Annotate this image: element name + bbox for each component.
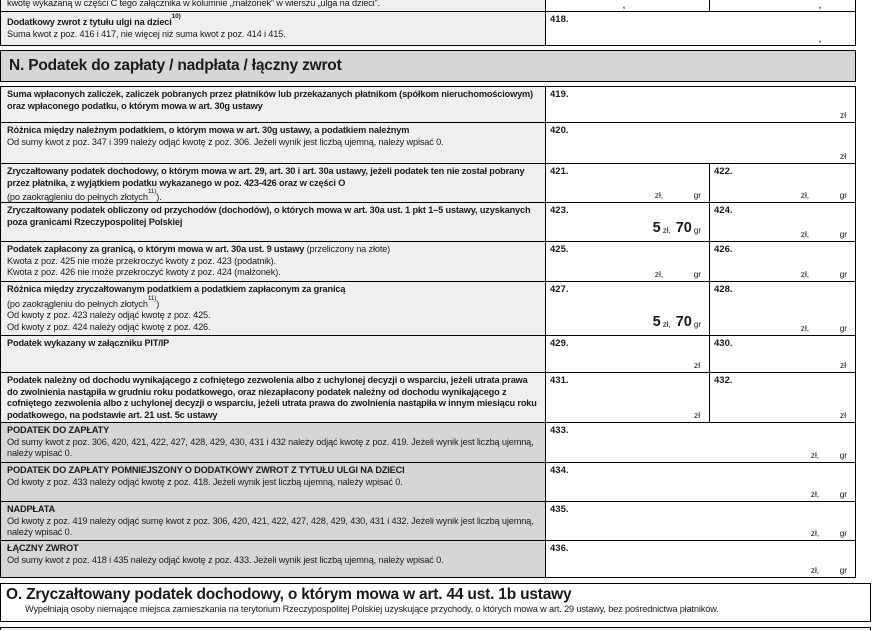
row-427-desc2: Od kwoty z poz. 424 należy odjąć kwotę z poz. 426. bbox=[7, 321, 211, 332]
box-number-423: 423. bbox=[550, 205, 569, 216]
input-box-427[interactable] bbox=[545, 282, 709, 335]
row-434 bbox=[1, 463, 855, 502]
field-value-427: 5 zł, 70 gr bbox=[652, 314, 701, 330]
unit-zl: zł bbox=[694, 360, 700, 370]
row-423-424 bbox=[1, 203, 855, 242]
input-box-418[interactable] bbox=[545, 12, 855, 45]
unit-zl: zł, bbox=[800, 190, 809, 200]
unit-zl: zł, bbox=[654, 269, 663, 279]
decimal-comma: , bbox=[622, 0, 625, 10]
box-number-432: 432. bbox=[714, 375, 733, 386]
next-row-partial bbox=[0, 627, 871, 630]
row-429-430 bbox=[1, 336, 855, 373]
footnote-ref: 10) bbox=[171, 13, 181, 20]
row-427-title: Różnica między zryczałtowanym podatkiem a podatkiem zapłaconym za granicą bbox=[7, 284, 346, 294]
unit-zl: zł bbox=[840, 151, 846, 161]
row-429-label bbox=[1, 336, 545, 372]
carryover-row bbox=[1, 0, 855, 12]
box-number-436: 436. bbox=[550, 543, 569, 554]
row-434-label bbox=[1, 463, 545, 501]
unit-gr: gr bbox=[839, 450, 847, 460]
field-value-423: 5 zł, 70 gr bbox=[652, 220, 701, 236]
section-n-header bbox=[0, 50, 856, 82]
input-box-425[interactable] bbox=[545, 242, 709, 281]
row-434-desc: Od kwoty z poz. 433 należy odjąć kwotę z poz. 418. Jeżeli wynik jest liczbą ujemną, należy wpisać 0. bbox=[7, 476, 403, 487]
box-number-426: 426. bbox=[714, 244, 733, 255]
row-433-desc: Od sumy kwot z poz. 306, 420, 421, 422, 427, 428, 429, 430, 431 i 432 należy odjąć kwotę z poz. 419. Jeżeli wynik jest liczbą ujemną, należy wpisać 0. bbox=[7, 436, 534, 458]
row-423-label bbox=[1, 203, 545, 241]
box-number-421: 421. bbox=[550, 166, 569, 177]
unit-gr: gr bbox=[839, 229, 847, 239]
row-418 bbox=[1, 12, 855, 46]
row-419-label bbox=[1, 87, 545, 122]
row-425-desc2: Kwota z poz. 426 nie może przekroczyć kwoty z poz. 424 (małżonek). bbox=[7, 267, 281, 277]
unit-gr: gr bbox=[839, 269, 847, 279]
box-number-434: 434. bbox=[550, 465, 569, 476]
unit-zl: zł, bbox=[800, 229, 809, 239]
row-431-label bbox=[1, 373, 545, 422]
row-420-desc: Od sumy kwot z poz. 347 i 399 należy odjąć kwotę z poz. 306. Jeżeli wynik jest liczbą ujemną, należy wpisać 0. bbox=[7, 136, 444, 147]
box-number-428: 428. bbox=[714, 284, 733, 295]
box-number-419: 419. bbox=[550, 89, 569, 100]
row-431-title: Podatek należny od dochodu wynikającego z cofniętego zezwolenia albo z uchylonej decyzji o wsparciu, jeżeli utrata prawa do zwolnienia nastąpiła w grudniu roku podatkowego, oraz niezapłacony podatek należny od dochodu wynikającego z cofniętego zezwolenia albo z uchylonej decyzji o wsparciu, jeżeli utrata prawa do zwolnienia nastąpiła w innym miesiącu roku podatkowego, na podstawie art. 21 ust. 5c ustawy bbox=[7, 375, 537, 420]
decimal-comma: , bbox=[818, 34, 821, 44]
row-427-desc1: Od kwoty z poz. 423 należy odjąć kwotę z poz. 425. bbox=[7, 310, 211, 321]
row-421-desc: (po zaokrągleniu do pełnych złotych$^{11)}$). bbox=[7, 188, 162, 202]
row-420-label bbox=[1, 123, 545, 163]
decimal-comma: , bbox=[818, 0, 821, 10]
row-425-title: Podatek zapłacony za granicą, o którym mowa w art. 30a ust. 9 ustawy (przeliczony na złote) bbox=[7, 244, 391, 254]
row-427-label bbox=[1, 282, 545, 335]
unit-zl: zł, bbox=[800, 323, 809, 333]
row-436-desc: Od sumy kwot z poz. 418 i 435 należy odjąć kwotę z poz. 433. Jeżeli wynik jest liczbą ujemną, należy wpisać 0. bbox=[7, 554, 444, 565]
unit-zl: zł, bbox=[810, 489, 819, 499]
box-number-429: 429. bbox=[550, 338, 569, 349]
input-box-429[interactable] bbox=[545, 336, 709, 372]
carryover-text: kwotę wykazaną w części C tego załącznika w kolumnie „małżonek” w wierszu „ulga na dzieci”. bbox=[7, 0, 380, 8]
row-436-label bbox=[1, 541, 545, 577]
unit-gr: gr bbox=[839, 190, 847, 200]
section-o-subtitle: Wypełniają osoby niemające miejsca zamieszkania na terytorium Rzeczypospolitej Polskiej uzyskujące przychody, o których mowa w art. 29 ustawy, bez pośrednictwa płatników. bbox=[25, 604, 719, 614]
input-box-434[interactable] bbox=[545, 463, 855, 501]
row-425-desc1: Kwota z poz. 425 nie może przekroczyć kwoty z poz. 423 (podatnik). bbox=[7, 255, 276, 266]
input-box-435[interactable] bbox=[545, 502, 855, 540]
input-box-430[interactable] bbox=[709, 336, 855, 372]
input-box-433[interactable] bbox=[545, 423, 855, 462]
unit-zl: zł bbox=[840, 360, 846, 370]
row-433-label bbox=[1, 423, 545, 462]
unit-gr: gr bbox=[839, 565, 847, 575]
box-number-425: 425. bbox=[550, 244, 569, 255]
row-431-432 bbox=[1, 373, 855, 423]
row-435 bbox=[1, 502, 855, 541]
row-425-label bbox=[1, 242, 545, 281]
unit-zl: zł, bbox=[810, 565, 819, 575]
input-box-424[interactable] bbox=[709, 203, 855, 241]
row-429-title: Podatek wykazany w załączniku PIT/IP bbox=[7, 338, 170, 348]
unit-gr: gr bbox=[693, 269, 701, 279]
input-box-431[interactable] bbox=[545, 373, 709, 422]
unit-gr: gr bbox=[839, 323, 847, 333]
unit-zl: zł bbox=[694, 410, 700, 420]
row-418-label bbox=[1, 12, 545, 45]
section-n-title: N. Podatek do zapłaty / nadpłata / łączny zwrot bbox=[9, 57, 342, 74]
row-420 bbox=[1, 123, 855, 164]
footnote-ref: 11) bbox=[147, 294, 157, 302]
row-418-desc: Suma kwot z poz. 416 i 417, nie więcej niż suma kwot z poz. 414 i 415. bbox=[7, 28, 286, 39]
row-436 bbox=[1, 541, 855, 578]
carryover-text-cell bbox=[1, 0, 545, 11]
row-421-label bbox=[1, 164, 545, 202]
row-419-title: Suma wpłaconych zaliczek, zaliczek pobranych przez płatników lub przekazanych płatnikom (spółkom nieruchomościowym) oraz wpłaconego podatku, o którym mowa w art. 30g ustawy bbox=[7, 89, 533, 111]
box-number-424: 424. bbox=[714, 205, 733, 216]
unit-zl: zł, bbox=[810, 450, 819, 460]
unit-gr: gr bbox=[693, 190, 701, 200]
unit-zl: zł, bbox=[654, 190, 663, 200]
box-number-431: 431. bbox=[550, 375, 569, 386]
input-box-420[interactable] bbox=[545, 123, 855, 163]
row-421-title: Zryczałtowany podatek dochodowy, o którym mowa w art. 29, art. 30 i art. 30a ustawy, jeżeli podatek ten nie został pobrany przez płatnika, z wyjątkiem podatku wykazanego w poz. 423-426 oraz w części O bbox=[7, 166, 525, 188]
box-number-420: 420. bbox=[550, 125, 569, 136]
input-box-432[interactable] bbox=[709, 373, 855, 422]
input-box-423[interactable] bbox=[545, 203, 709, 241]
input-box-417-carry[interactable] bbox=[709, 0, 855, 11]
row-435-desc: Od kwoty z poz. 419 należy odjąć sumę kwot z poz. 306, 420, 421, 422, 427, 428, 429, 430, 431 i 432. Jeżeli wynik jest liczbą ujemną, należy wpisać 0. bbox=[7, 515, 534, 537]
row-420-title: Różnica między należnym podatkiem, o którym mowa w art. 30g ustawy, a podatkiem należnym bbox=[7, 125, 410, 135]
row-433 bbox=[1, 423, 855, 463]
row-433-title: PODATEK DO ZAPŁATY bbox=[7, 425, 110, 435]
row-427-428 bbox=[1, 282, 855, 336]
row-421-422 bbox=[1, 164, 855, 203]
row-434-title: PODATEK DO ZAPŁATY POMNIEJSZONY O DODATKOWY ZWROT Z TYTUŁU ULGI NA DZIECI bbox=[7, 465, 405, 475]
row-435-title: NADPŁATA bbox=[7, 504, 55, 514]
unit-zl: zł, bbox=[800, 269, 809, 279]
input-box-416-carry[interactable] bbox=[545, 0, 709, 11]
row-425-426 bbox=[1, 242, 855, 282]
unit-zl: zł bbox=[840, 110, 846, 120]
unit-gr: gr bbox=[839, 489, 847, 499]
box-number-430: 430. bbox=[714, 338, 733, 349]
row-418-title: Dodatkowy zwrot z tytułu ulgi na dzieci$^{10)}$ bbox=[7, 13, 181, 28]
unit-zl: zł bbox=[840, 410, 846, 420]
box-number-418: 418. bbox=[550, 14, 569, 25]
row-423-title: Zryczałtowany podatek obliczony od przychodów (dochodów), o których mowa w art. 30a ust. 1 pkt 1–5 ustawy, uzyskanych poza granicami Rzeczypospolitej Polskiej bbox=[7, 205, 531, 227]
table-block-top bbox=[0, 0, 856, 46]
input-box-422[interactable] bbox=[709, 164, 855, 202]
section-o-header bbox=[0, 583, 871, 622]
row-435-label bbox=[1, 502, 545, 540]
box-number-422: 422. bbox=[714, 166, 733, 177]
section-o-title: O. Zryczałtowany podatek dochodowy, o którym mowa w art. 44 ust. 1b ustawy bbox=[6, 586, 572, 603]
input-box-421[interactable] bbox=[545, 164, 709, 202]
table-block-main bbox=[0, 86, 856, 578]
input-box-428[interactable] bbox=[709, 282, 855, 335]
row-436-title: ŁĄCZNY ZWROT bbox=[7, 543, 79, 553]
row-427-desc: (po zaokrągleniu do pełnych złotych$^{11)}$) bbox=[7, 294, 160, 309]
footnote-ref: 11) bbox=[147, 188, 157, 195]
input-box-419[interactable] bbox=[545, 87, 855, 122]
row-419 bbox=[1, 87, 855, 123]
input-box-426[interactable] bbox=[709, 242, 855, 281]
unit-gr: gr bbox=[839, 528, 847, 538]
input-box-436[interactable] bbox=[545, 541, 855, 577]
box-number-433: 433. bbox=[550, 425, 569, 436]
unit-zl: zł, bbox=[810, 528, 819, 538]
box-number-435: 435. bbox=[550, 504, 569, 515]
box-number-427: 427. bbox=[550, 284, 569, 295]
